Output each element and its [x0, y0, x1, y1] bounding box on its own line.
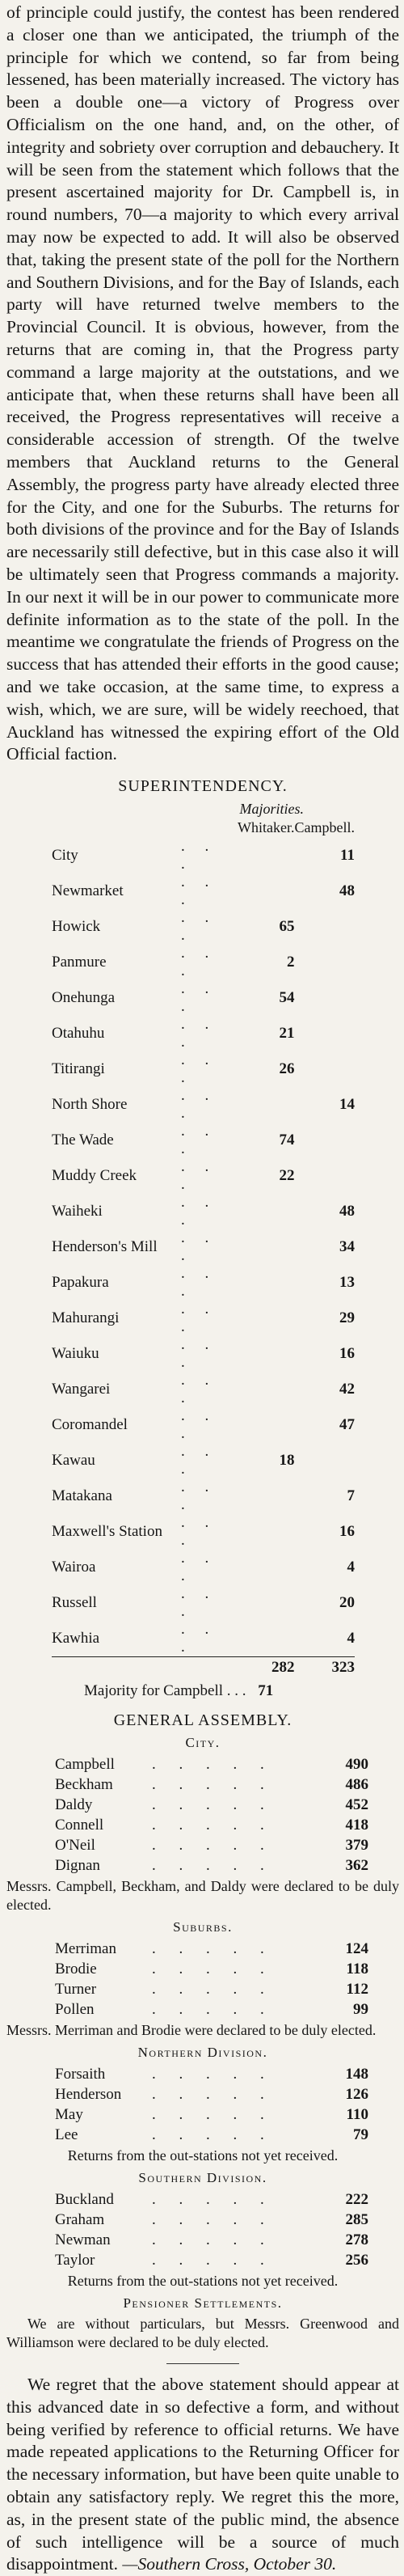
campbell-majority	[294, 1158, 355, 1194]
district-name: Maxwell's Station	[52, 1523, 162, 1541]
district-name: The Wade	[52, 1131, 114, 1149]
campbell-majority: 42	[339, 1381, 355, 1398]
superintendency-table	[52, 818, 355, 1677]
northern-division-note: Returns from the out-stations not yet received.	[67, 2147, 339, 2164]
superintendency-row	[52, 1621, 355, 1657]
majority-dots: . . .	[226, 1682, 246, 1700]
suburbs-note: Messrs. Merriman and Brodie were declared to be duly elected.	[6, 2022, 377, 2039]
whitaker-majority: 22	[279, 1167, 295, 1185]
suburbs-heading: Suburbs.	[173, 1919, 233, 1935]
leader-dots: . . . . .	[152, 2190, 274, 2208]
section-divider	[166, 2363, 239, 2364]
candidate-name: Connell	[55, 1816, 104, 1834]
campbell-majority: 16	[339, 1345, 355, 1363]
district-name: Howick	[52, 918, 101, 936]
closing-text: We regret that the above statement should appear at this advanced date in so defective a form, and without being verified by reference to official returns. We have made repeated applications to the Returning Officer for the necessary information, but have been quite unable to obtain any satisfactory reply. We regret this the more, as, in the present state of the public mind, the absence of such intelligence will be a source of much disappointment.	[6, 2375, 399, 2574]
leader-dots: . . . . .	[152, 2105, 274, 2123]
leader-dots: . . . . .	[152, 2231, 274, 2248]
superintendency-row	[52, 1301, 355, 1336]
southern-division-heading: Southern Division.	[138, 2170, 267, 2186]
campbell-majority: 4	[347, 1559, 355, 1576]
district-name: Newmarket	[52, 882, 124, 900]
northern-division-table	[55, 2064, 368, 2145]
whitaker-majority	[238, 1336, 294, 1372]
leader-dots: . . . . .	[152, 2085, 274, 2103]
total-whitaker: 282	[238, 1657, 294, 1678]
candidate-name: Graham	[55, 2210, 105, 2228]
candidate-row	[55, 1959, 368, 1979]
district-name: Henderson's Mill	[52, 1238, 158, 1256]
candidate-row	[55, 1835, 368, 1855]
superintendency-row	[52, 838, 355, 873]
whitaker-majority	[238, 838, 294, 873]
leader-dots: . . . . .	[152, 1816, 274, 1834]
leader-dots: . . .	[181, 1087, 217, 1123]
candidate-row	[55, 2104, 368, 2125]
leader-dots: . . .	[181, 1514, 217, 1550]
leader-dots: . . .	[181, 1016, 217, 1051]
superintendency-row	[52, 1550, 355, 1585]
district-name: Waiuku	[52, 1345, 99, 1363]
candidate-row	[55, 1855, 368, 1876]
superintendency-row	[52, 873, 355, 909]
superintendency-row	[52, 1514, 355, 1550]
whitaker-majority	[238, 873, 294, 909]
superintendency-row	[52, 1016, 355, 1051]
whitaker-majority	[238, 1550, 294, 1585]
leader-dots: . . .	[181, 1123, 217, 1158]
candidate-votes: 278	[345, 2231, 368, 2248]
leader-dots: . . . . .	[152, 1775, 274, 1793]
southern-division-note: Returns from the out-stations not yet received.	[67, 2273, 339, 2290]
majority-label: Majority for Campbell	[84, 1682, 224, 1700]
district-name: North Shore	[52, 1096, 128, 1114]
candidate-row	[55, 1754, 368, 1774]
majority-line	[84, 1682, 399, 1700]
campbell-majority: 7	[347, 1487, 355, 1505]
campbell-majority	[294, 909, 355, 945]
suburbs-table	[55, 1939, 368, 2020]
leader-dots: . . . . .	[152, 1755, 274, 1773]
leader-dots: . . .	[181, 838, 217, 873]
whitaker-majority	[238, 1194, 294, 1229]
candidate-name: Turner	[55, 1980, 97, 1998]
candidate-name: Pollen	[55, 2000, 95, 2018]
superintendency-row	[52, 1443, 355, 1478]
whitaker-majority	[238, 1265, 294, 1301]
district-name: Waiheki	[52, 1203, 103, 1220]
whitaker-majority	[238, 1229, 294, 1265]
leader-dots: . . .	[181, 1301, 217, 1336]
candidate-votes: 148	[345, 2065, 368, 2083]
candidate-votes: 124	[345, 1939, 368, 1957]
campbell-majority: 16	[339, 1523, 355, 1541]
leader-dots: . . .	[181, 1229, 217, 1265]
candidate-name: Daldy	[55, 1796, 93, 1813]
campbell-majority	[294, 1016, 355, 1051]
city-heading: City.	[185, 1735, 221, 1751]
candidate-name: Dignan	[55, 1856, 100, 1874]
city-table	[55, 1754, 368, 1876]
campbell-majority	[294, 945, 355, 980]
leader-dots: . . .	[181, 1372, 217, 1407]
candidate-name: Henderson	[55, 2085, 122, 2103]
leader-dots: . . .	[181, 1194, 217, 1229]
leader-dots: . . .	[181, 1407, 217, 1443]
whitaker-majority: 65	[279, 918, 295, 936]
candidate-name: O'Neil	[55, 1836, 95, 1854]
leader-dots: . . .	[181, 873, 217, 909]
superintendency-row	[52, 1478, 355, 1514]
district-name: Panmure	[52, 954, 107, 971]
superintendency-row	[52, 1229, 355, 1265]
leader-dots: . . .	[181, 1265, 217, 1301]
campbell-majority: 34	[339, 1238, 355, 1256]
leader-dots: . . . . .	[152, 1856, 274, 1874]
leader-dots: . . . . .	[152, 2065, 274, 2083]
northern-division-heading: Northern Division.	[137, 2045, 268, 2061]
pensioner-settlements-note: We are without particulars, but Messrs. Greenwood and Williamson were declared to be duly elected.	[6, 2316, 399, 2351]
district-name: Wangarei	[52, 1381, 111, 1398]
candidate-votes: 126	[345, 2085, 368, 2103]
district-name: Matakana	[52, 1487, 112, 1505]
candidate-votes: 362	[345, 1856, 368, 1874]
candidate-name: Beckham	[55, 1775, 113, 1793]
leader-dots: . . .	[181, 1585, 217, 1621]
leader-dots: . . .	[181, 1621, 217, 1656]
candidate-name: Taylor	[55, 2251, 95, 2269]
campbell-majority: 48	[339, 1203, 355, 1220]
candidate-votes: 486	[345, 1775, 368, 1793]
candidate-row	[55, 1815, 368, 1835]
candidate-name: Forsaith	[55, 2065, 106, 2083]
candidate-name: Merriman	[55, 1939, 116, 1957]
district-name: Titirangi	[52, 1060, 105, 1078]
candidate-votes: 112	[346, 1980, 368, 1998]
candidate-row	[55, 2125, 368, 2145]
whitaker-majority: 21	[279, 1025, 295, 1043]
candidate-row	[55, 2210, 368, 2230]
superintendency-row	[52, 1336, 355, 1372]
candidate-row	[55, 2064, 368, 2084]
whitaker-majority	[238, 1372, 294, 1407]
candidate-row	[55, 1999, 368, 2020]
district-name: Mahurangi	[52, 1309, 120, 1327]
leader-dots: . . .	[181, 1158, 217, 1194]
candidate-votes: 256	[345, 2251, 368, 2269]
leader-dots: . . . . .	[152, 1980, 274, 1998]
whitaker-majority	[238, 1621, 294, 1657]
candidate-name: Newman	[55, 2231, 111, 2248]
candidate-name: Campbell	[55, 1755, 115, 1773]
superintendency-row	[52, 1372, 355, 1407]
superintendency-rows	[52, 838, 355, 1657]
closing-paragraph	[6, 2374, 399, 2576]
leader-dots: . . . . .	[152, 2126, 274, 2143]
district-name: Coromandel	[52, 1416, 128, 1434]
candidate-name: Brodie	[55, 1960, 97, 1977]
district-name: Kawau	[52, 1452, 95, 1470]
candidate-votes: 110	[346, 2105, 368, 2123]
leader-dots: . . . . .	[152, 2251, 274, 2269]
leader-dots: . . .	[181, 1051, 217, 1087]
district-name: Wairoa	[52, 1559, 96, 1576]
total-campbell: 323	[294, 1657, 355, 1678]
leader-dots: . . .	[181, 1443, 217, 1478]
whitaker-majority: 2	[286, 954, 295, 971]
campbell-majority: 20	[339, 1594, 355, 1612]
leader-dots: . . . . .	[152, 1836, 274, 1854]
leader-dots: . . . . .	[152, 1939, 274, 1957]
superintendency-row	[52, 909, 355, 945]
city-note: Messrs. Campbell, Beckham, and Daldy were declared to be duly elected.	[6, 1878, 399, 1914]
candidate-votes: 285	[345, 2210, 368, 2228]
leader-dots: . . .	[181, 980, 217, 1016]
candidate-name: Lee	[55, 2126, 78, 2143]
candidate-row	[55, 2189, 368, 2210]
southern-division-table	[55, 2189, 368, 2270]
whitaker-majority	[238, 1478, 294, 1514]
campbell-majority: 29	[339, 1309, 355, 1327]
leader-dots: . . .	[181, 1336, 217, 1372]
candidate-votes: 452	[345, 1796, 368, 1813]
candidate-votes: 379	[345, 1836, 368, 1854]
candidate-votes: 222	[345, 2190, 368, 2208]
district-name: Onehunga	[52, 989, 116, 1007]
district-name: Papakura	[52, 1274, 109, 1292]
candidate-row	[55, 2084, 368, 2104]
campbell-majority: 48	[339, 882, 355, 900]
leader-dots: . . . . .	[152, 2000, 274, 2018]
superintendency-header-row	[52, 818, 355, 838]
whitaker-majority	[238, 1585, 294, 1621]
pensioner-settlements-heading: Pensioner Settlements.	[123, 2295, 283, 2312]
whitaker-majority	[238, 1514, 294, 1550]
superintendency-totals-row	[52, 1657, 355, 1678]
candidate-row	[55, 1939, 368, 1959]
campbell-majority: 13	[339, 1274, 355, 1292]
general-assembly-heading: GENERAL ASSEMBLY.	[113, 1711, 292, 1730]
district-name: Russell	[52, 1594, 97, 1612]
candidate-votes: 79	[353, 2126, 368, 2143]
whitaker-majority	[238, 1407, 294, 1443]
leader-dots: . . .	[181, 945, 217, 980]
candidate-votes: 490	[345, 1755, 368, 1773]
campbell-majority: 4	[347, 1630, 355, 1648]
candidate-votes: 99	[353, 2000, 368, 2018]
whitaker-majority: 26	[279, 1060, 295, 1078]
leader-dots: . . .	[181, 1478, 217, 1514]
candidate-name: Buckland	[55, 2190, 114, 2208]
leader-dots: . . .	[181, 1550, 217, 1585]
whitaker-majority: 54	[279, 989, 295, 1007]
candidate-row	[55, 1774, 368, 1795]
whitaker-majority	[238, 1087, 294, 1123]
leader-dots: . . .	[181, 909, 217, 945]
superintendency-row	[52, 1087, 355, 1123]
superintendency-row	[52, 1051, 355, 1087]
superintendency-row	[52, 1265, 355, 1301]
superintendency-row	[52, 1407, 355, 1443]
superintendency-row	[52, 1158, 355, 1194]
candidate-row	[55, 2230, 368, 2250]
candidate-row	[55, 1979, 368, 1999]
superintendency-row	[52, 1123, 355, 1158]
campbell-majority: 11	[340, 847, 355, 865]
candidate-name: May	[55, 2105, 83, 2123]
superintendency-heading: SUPERINTENDENCY.	[118, 777, 288, 796]
superintendency-row	[52, 980, 355, 1016]
campbell-majority: 47	[339, 1416, 355, 1434]
majority-value: 71	[258, 1682, 274, 1700]
district-name: Kawhia	[52, 1630, 100, 1648]
superintendency-row	[52, 945, 355, 980]
superintendency-row	[52, 1194, 355, 1229]
candidate-votes: 418	[345, 1816, 368, 1834]
majorities-label: Majorities.	[239, 801, 304, 818]
leader-dots: . . . . .	[152, 2210, 274, 2228]
col-header-whitaker: Whitaker.	[238, 819, 295, 836]
district-name: Otahuhu	[52, 1025, 105, 1043]
whitaker-majority: 18	[279, 1452, 295, 1470]
district-name: City	[52, 847, 78, 865]
district-name: Muddy Creek	[52, 1167, 137, 1185]
campbell-majority	[294, 980, 355, 1016]
whitaker-majority: 74	[279, 1131, 295, 1149]
leader-dots: . . . . .	[152, 1796, 274, 1813]
source-citation: —Southern Cross, October 30.	[122, 2554, 337, 2574]
campbell-majority	[294, 1443, 355, 1478]
article-paragraph: of principle could justify, the contest has been rendered a closer one than we anticipated, the triumph of the principle for which we contend, so far from being lessened, has been materially increased. The victory has been a double one—a victory of Progress over Officialism on the one hand, and, on the other, of integrity and sobriety over corruption and debauchery. It will be seen from the statement which follows that the present ascertained majority for Dr. Campbell is, in round numbers, 70—a majority to which every arrival may now be expected to add. It will also be observed that, taking the present state of the poll for the Northern and Southern Divisions, and for the Bay of Islands, each party will have returned twelve members to the Provincial Council. It is obvious, however, from the returns that are coming in, that the Progress party command a large majority at the outstations, and we anticipate that, when these returns shall have been all received, the Progress representatives will receive a considerable accession of strength. Of the twelve members that Auckland returns to the General Assembly, the progress party have already elected three for the City, and one for the Suburbs. The returns for both divisions of the province and for the Bay of Islands are necessarily still defective, but in this case also it will be ultimately seen that Progress commands a majority. In our next it will be in our power to communicate more definite information as to the state of the poll. In the meantime we congratulate the friends of Progress on the success that has attended their efforts in the good cause; and we take occasion, at the same time, to express a wish, which, we are sure, will be widely reechoed, that Auckland has witnessed the expiring effort of the Old Official faction.	[6, 2, 399, 764]
candidate-votes: 118	[346, 1960, 368, 1977]
superintendency-row	[52, 1585, 355, 1621]
col-header-campbell: Campbell.	[294, 819, 355, 836]
campbell-majority: 14	[339, 1096, 355, 1114]
candidate-row	[55, 2250, 368, 2270]
campbell-majority	[294, 1051, 355, 1087]
campbell-majority	[294, 1123, 355, 1158]
leader-dots: . . . . .	[152, 1960, 274, 1977]
whitaker-majority	[238, 1301, 294, 1336]
candidate-row	[55, 1795, 368, 1815]
